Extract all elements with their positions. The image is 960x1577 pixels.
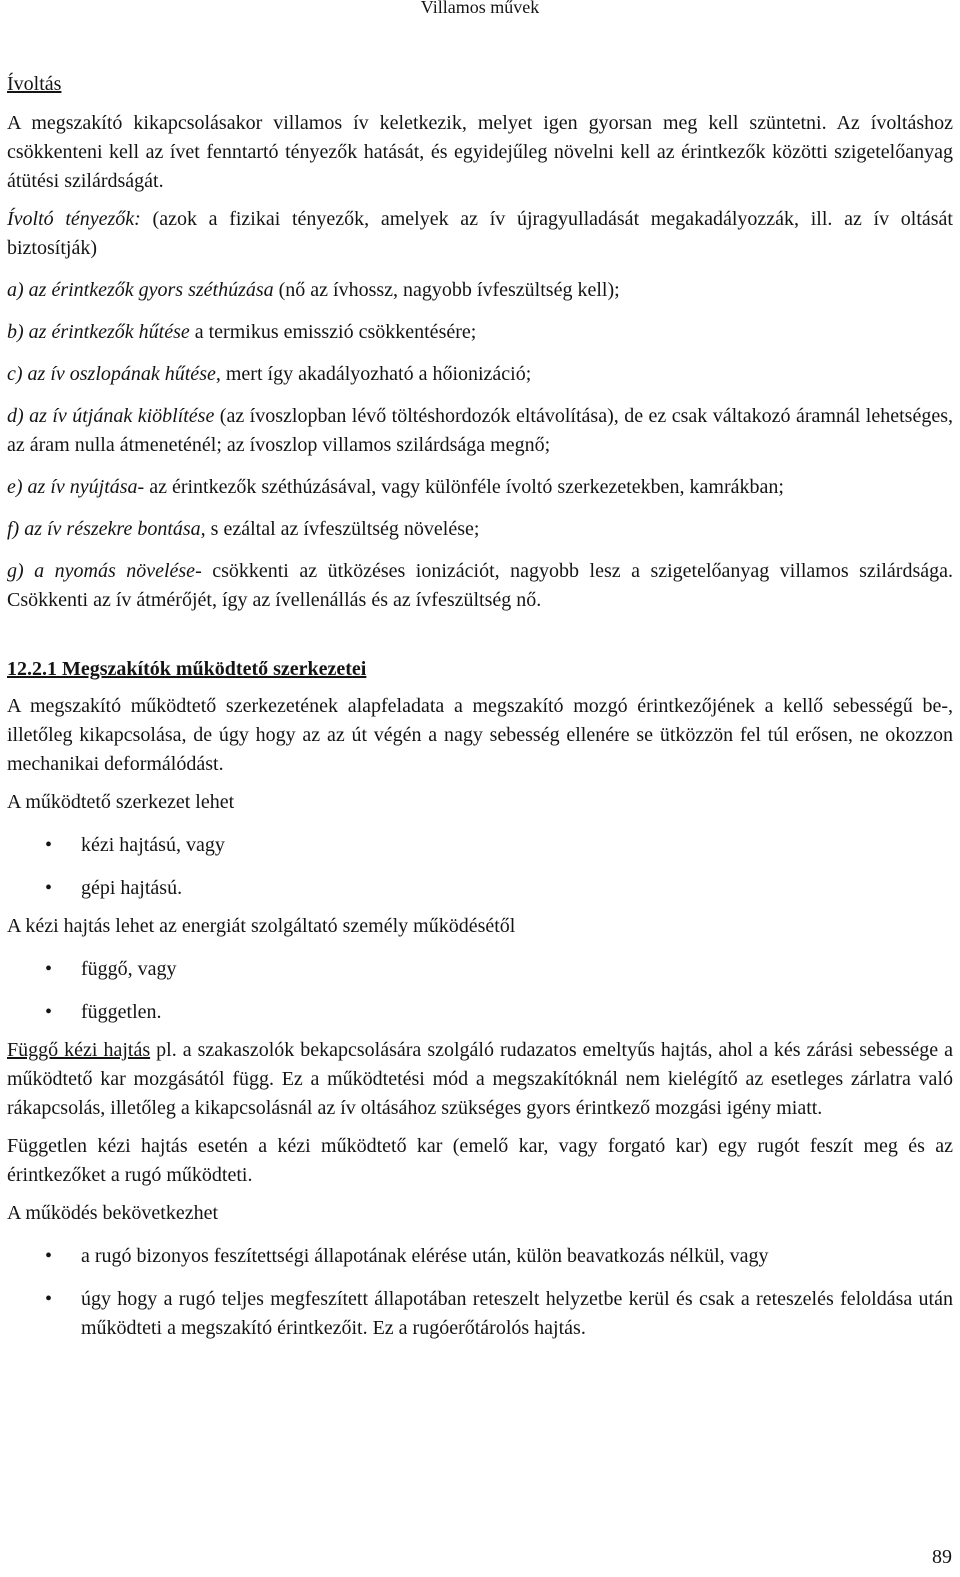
list-item-em: a) az érintkezők gyors széthúzása [7, 279, 274, 301]
list-item-em: f) az ív részekre bontása [7, 518, 201, 540]
fuggo-paragraph [7, 1036, 953, 1123]
bullet-icon: • [45, 1001, 53, 1023]
section-title-ivoltas: Ívoltás [7, 73, 62, 95]
list-item-em: b) az érintkezők hűtése [7, 321, 190, 343]
list-item-em: g) a nyomás növelése [7, 560, 196, 582]
ivoltas-intro: A megszakító kikapcsolásakor villamos ív keletkezik, melyet igen gyorsan meg kell szüntetni. Az ívoltáshoz csökkenteni kell az ívet fenntartó tényezők hatását, és egyidejűleg növelni kell az érintkezők közötti szigetelőanyag átütési szilárdságát. [7, 112, 953, 192]
fuggo-label: Függő kézi hajtás [7, 1039, 151, 1061]
bullet-text: független. [81, 1001, 162, 1023]
list-item [7, 318, 953, 347]
bullet-item [7, 831, 953, 860]
bullet-text: kézi hajtású, vagy [81, 834, 225, 856]
list-item-text: (az ívoszlopban lévő töltéshordozók eltávolítása), de ez csak váltakozó áramnál lehetséges, az áram nulla átmeneténél; az ívoszlop villamos szilárdsága megnő; [7, 405, 953, 456]
bullet-icon: • [45, 834, 53, 856]
bullet-list [7, 831, 953, 903]
list-item [7, 557, 953, 615]
list-item-text: , mert így akadályozható a hőionizáció; [215, 363, 532, 385]
fuggo-text: pl. a szakaszolók bekapcsolására szolgáló rudazatos emeltyűs hajtás, ahol a kés zárási sebessége a működtető kar mozgásától függ. Ez a működtetési mód a megszakítóknál nem kielégítő az esetleges zárlatra való rákapcsolás, illetőleg a kikapcsolásnál az ív oltásához szükséges gyors érintkező mozgási igény miatt. [7, 1039, 953, 1119]
list-item-text: - csökkenti az ütközéses ionizációt, nagyobb lesz a szigetelőanyag villamos szilárdsága. Csökkenti az ív átmérőjét, így az ívellenállás és az ívfeszültség nő. [7, 560, 953, 611]
bullet-item [7, 1242, 953, 1271]
page-header: Villamos művek [420, 0, 540, 17]
bullet-list [7, 1242, 953, 1343]
bullet-text: úgy hogy a rugó teljes megfeszített állapotában reteszelt helyzetbe kerül és csak a reteszelés feloldása után működteti a megszakító érintkezőit. Ez a rugóerőtárolós hajtás. [81, 1288, 953, 1339]
list-item-text: a termikus emisszió csökkentésére; [189, 321, 477, 343]
bullet-icon: • [45, 877, 53, 899]
bullet-item [7, 955, 953, 984]
page-content [7, 70, 953, 1343]
lead-text: A kézi hajtás lehet az energiát szolgáltató személy működésétől [7, 915, 516, 937]
bullet-icon: • [45, 1245, 53, 1267]
ivolto-tenyezok [7, 205, 953, 263]
list-item-em: c) az ív oszlopának hűtése [7, 363, 216, 385]
bullet-text: függő, vagy [81, 958, 177, 980]
list-item-em: e) az ív nyújtása [7, 476, 138, 498]
list-item-text: - az érintkezők széthúzásával, vagy különféle ívoltó szerkezetekben, kamrákban; [137, 476, 784, 498]
bullet-icon: • [45, 1288, 53, 1310]
ivolto-tenyezok-label: Ívoltó tényezők: [7, 208, 141, 230]
lead-text: A működtető szerkezet lehet [7, 791, 235, 813]
bullet-text: a rugó bizonyos feszítettségi állapotának elérése után, külön beavatkozás nélkül, vagy [81, 1245, 769, 1267]
list-item-text: , s ezáltal az ívfeszültség növelése; [200, 518, 480, 540]
bullet-item [7, 1285, 953, 1343]
ivolto-tenyezok-text: (azok a fizikai tényezők, amelyek az ív újragyulladását megakadályozzák, ill. az ív oltását biztosítják) [7, 208, 953, 259]
bullet-icon: • [45, 958, 53, 980]
lead-text: A működés bekövetkezhet [7, 1202, 219, 1224]
list-item [7, 473, 953, 502]
section-heading: 12.2.1 Megszakítók működtető szerkezetei [7, 658, 367, 680]
list-item [7, 515, 953, 544]
list-item-text: (nő az ívhossz, nagyobb ívfeszültség kell); [273, 279, 620, 301]
fuggetlen-paragraph: Független kézi hajtás esetén a kézi működtető kar (emelő kar, vagy forgató kar) egy rugót feszít meg és az érintkezőket a rugó működteti. [7, 1135, 953, 1186]
list-item [7, 402, 953, 460]
list-item [7, 360, 953, 389]
list-item [7, 276, 953, 305]
mukodteto-intro: A megszakító működtető szerkezetének alapfeladata a megszakító mozgó érintkezőjének a kellő sebességű be-, illetőleg kikapcsolása, de úgy hogy az az út végén a nagy sebesség ellenére se ütközzön fel túl erősen, ne okozzon mechanikai deformálódást. [7, 695, 953, 775]
bullet-item [7, 874, 953, 903]
bullet-text: gépi hajtású. [81, 877, 183, 899]
list-item-em: d) az ív útjának kiöblítése [7, 405, 215, 427]
page-number: 89 [932, 1546, 952, 1568]
bullet-item [7, 998, 953, 1027]
bullet-list [7, 955, 953, 1027]
